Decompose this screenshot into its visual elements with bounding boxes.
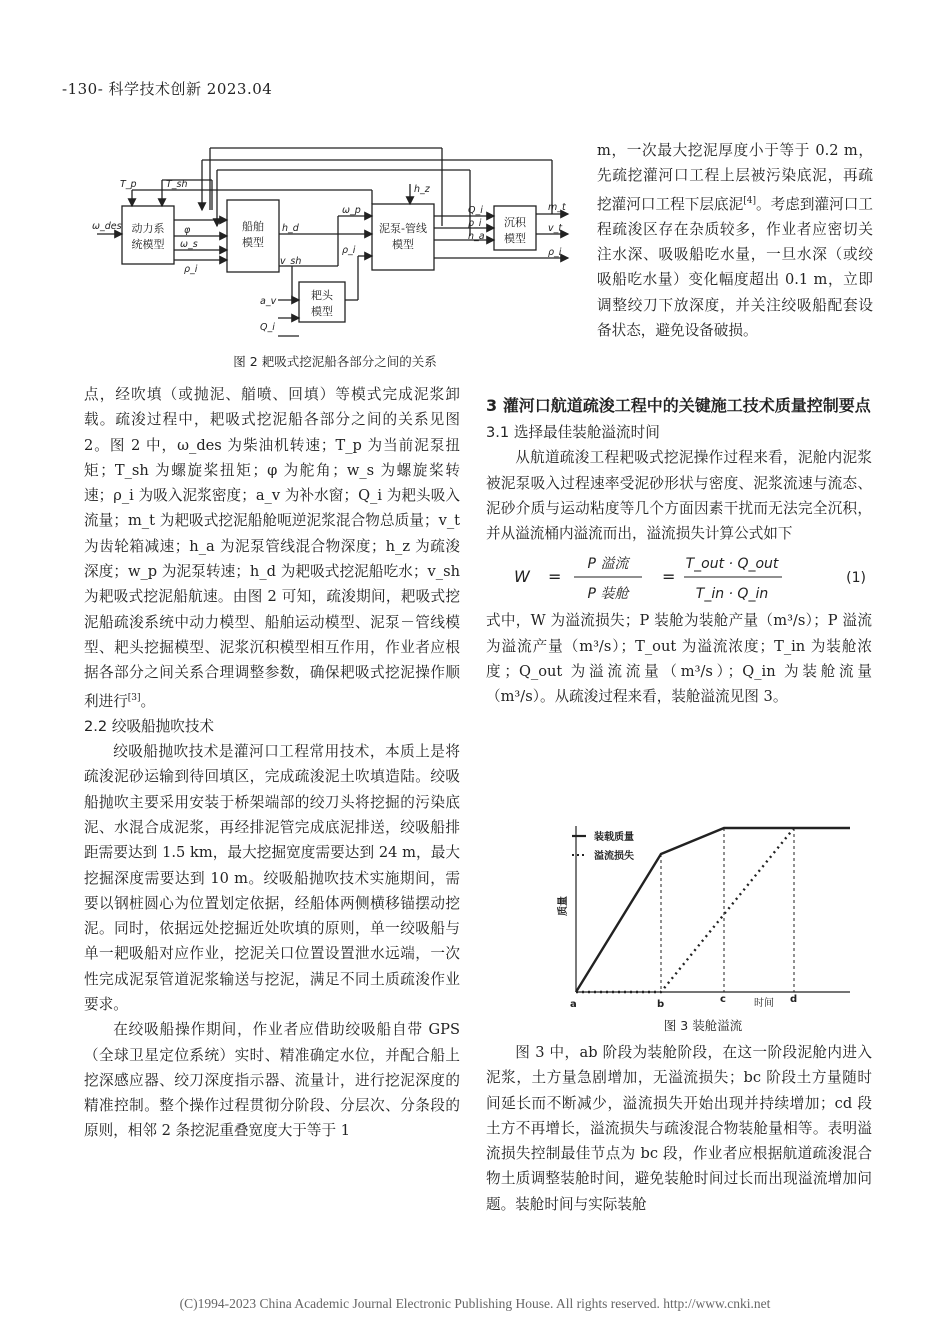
right-paragraph-2: 式中，W 为溢流损失；P 装舱为装舱产量（m³/s）；P 溢流为溢流产量（m³/s）；T_out 为溢流浓度；T_in 为装舱浓度；Q_out 为溢流流量（m³/s）；Q_in 为装舱流量（m³/s）。从疏浚过程来看，装舱溢流见图 3。 xyxy=(486,612,872,706)
formula-den2: T_in · Q_in xyxy=(695,586,769,603)
formula-eq1: = xyxy=(548,567,562,587)
sig-vt: v_t xyxy=(548,223,563,234)
point-a: a xyxy=(570,999,577,1010)
sig-pi-left: ρ_i xyxy=(184,264,198,275)
ship-label-1: 船舶 xyxy=(242,220,264,233)
sig-tsh: T_sh xyxy=(166,179,188,190)
formula-num2: T_out · Q_out xyxy=(685,556,779,573)
power-label-2: 统模型 xyxy=(131,238,165,251)
sig-pi-right: ρ_i xyxy=(468,218,482,229)
figure-2-caption: 图 2 耙吸式挖泥船各部分之间的关系 xyxy=(233,354,437,369)
right-column xyxy=(486,388,872,710)
legend-loss: 溢流损失 xyxy=(594,851,634,862)
section-3-1-heading: 3.1 选择最佳装舱溢流时间 xyxy=(486,424,660,441)
right-column-bottom xyxy=(486,1040,872,1217)
sig-ha: h_a xyxy=(468,231,485,242)
point-b: b xyxy=(657,999,665,1010)
figure-2-diagram xyxy=(92,140,572,348)
page-header: -130- 科学技术创新 2023.04 xyxy=(62,80,273,98)
section-3-heading: 3 灌河口航道疏浚工程中的关键施工技术质量控制要点 xyxy=(486,396,871,415)
settle-label-2: 模型 xyxy=(504,232,526,245)
pump-model-block xyxy=(372,204,434,270)
right-paragraph-3: 图 3 中，ab 阶段为装舱阶段，在这一阶段泥舱内进入泥浆，土方量急剧增加，无溢流损失；bc 阶段土方量随时间延长而不断减少，溢流损失开始出现并持续增加；cd 段土方不再增长，溢流损失与疏浚混合物装舱量相等。表明溢流损失控制最佳节点为 bc 段，作业者应根据航道疏浚混合物土质调整装舱时间，避免装舱时间过长而出现溢流增加问题。装舱时间与实际装舱 xyxy=(486,1044,872,1213)
power-label-1: 动力系 xyxy=(131,222,165,235)
sig-hz: h_z xyxy=(414,184,430,195)
left-column xyxy=(84,382,460,1144)
point-d: d xyxy=(790,994,798,1005)
formula-eq2: = xyxy=(662,567,676,587)
x-axis-label: 时间 xyxy=(754,998,774,1009)
left-paragraph-3: 在绞吸船操作期间，作业者应借助绞吸船自带 GPS（全球卫星定位系统）实时、精准确定水位，并配合船上挖深感应器、绞刀深度指示器、流量计，进行挖泥深度的精准控制。整个操作过程贯彻分阶段、分层次、分条段的原则，相邻 2 条挖泥重叠宽度大于等于 1 xyxy=(84,1021,460,1140)
sig-phi: φ xyxy=(184,225,191,236)
drag-label-2: 模型 xyxy=(311,305,333,318)
sig-pi-mid: ρ_i xyxy=(342,245,356,256)
sig-pt: ρ_i xyxy=(548,247,562,258)
sig-ws: ω_s xyxy=(180,239,198,250)
power-model-block xyxy=(122,206,174,264)
left-paragraph-1: 点，经吹填（或抛泥、艏喷、回填）等模式完成泥浆卸载。疏浚过程中，耙吸式挖泥船各部分之间的关系见图 2。图 2 中，ω_des 为柴油机转速；T_p 为当前泥泵扭矩；T_sh 为螺旋桨扭矩；φ 为舵角；w_s 为螺旋桨转速；ρ_i 为吸入泥浆密度；a_v 为补水窗；Q_i 为耙头吸入流量；m_t 为耙吸式挖泥船舱呃逆泥浆混合物总质量；v_t 为齿轮箱减速；h_a 为泥泵管线混合物深度；h_z 为疏浚深度；w_p 为泥泵转速；h_d 为耙吸式挖泥船吃水；v_sh 为耙吸式挖泥船航速。由图 2 可知，疏浚期间，耙吸式挖泥船疏浚系统中动力模型、船舶运动模型、泥泵－管线模型、耙头挖掘模型、泥浆沉积模型相互作用，作业者应根据各部分之间关系合理调整参数，确保耙吸式挖泥操作顺利进行[3]。 xyxy=(84,386,460,710)
copyright-footer: (C)1994-2023 China Academic Journal Electronic Publishing House. All rights reserved. http://www.cnki.net xyxy=(179,1296,771,1311)
right-paragraph-0: m，一次最大挖泥厚度小于等于 0.2 m，先疏挖灌河口工程上层被污染底泥，再疏挖灌河口工程下层底泥[4]。考虑到灌河口工程疏浚区存在杂质较多，作业者应密切关注水深、吸吸船吃水量，一旦水深（或绞吸船吃水量）变化幅度超出 0.1 m，立即调整绞刀下放深度，并关注绞吸船配套设备状态，避免设备破损。 xyxy=(597,142,873,339)
settle-label-1: 沉积 xyxy=(504,216,526,229)
sig-mt: m_t xyxy=(548,202,566,213)
right-paragraph-1: 从航道疏浚工程耙吸式挖泥操作过程来看，泥舱内泥浆被泥泵吸入过程速率受泥砂形状与密度、泥浆流速与流态、泥砂介质与运动粘度等几个方面因素干扰而无法完全沉积，并从溢流桶内溢流而出，溢流损失计算公式如下 xyxy=(486,449,872,543)
formula-den1: P 装舱 xyxy=(587,586,629,603)
formula-num1: P 溢流 xyxy=(587,556,629,573)
overflow-loss-formula xyxy=(486,546,872,608)
sig-vsh: v_sh xyxy=(280,256,302,267)
point-c: c xyxy=(720,994,726,1005)
legend-load: 装载质量 xyxy=(594,832,634,843)
sig-tp: T_p xyxy=(120,179,137,190)
section-2-2-heading: 2.2 绞吸船抛吹技术 xyxy=(84,717,215,735)
y-axis-label: 质量 xyxy=(558,896,569,916)
sig-wp: ω_p xyxy=(342,205,361,216)
figure-3-caption: 图 3 装舱溢流 xyxy=(663,1018,743,1033)
formula-w: W xyxy=(514,567,530,587)
right-column-top xyxy=(597,138,873,343)
sig-hd: h_d xyxy=(282,223,299,234)
ship-label-2: 模型 xyxy=(242,236,264,249)
formula-number: (1) xyxy=(846,570,866,587)
drag-label-1: 耙头 xyxy=(311,289,333,302)
sig-av: a_v xyxy=(260,296,277,307)
figure-3-chart xyxy=(556,826,850,1012)
pump-label-2: 模型 xyxy=(392,238,414,251)
sig-qi: Q_i xyxy=(468,205,483,216)
pump-label-1: 泥泵-管线 xyxy=(379,222,427,235)
sig-qi2: Q_i xyxy=(260,322,275,333)
sig-wdes: ω_des xyxy=(92,221,122,232)
left-paragraph-2: 绞吸船抛吹技术是灌河口工程常用技术，本质上是将疏浚泥砂运输到待回填区，完成疏浚泥土吹填造陆。绞吸船抛吹主要采用安装于桥架端部的绞刀头将挖掘的污染底泥、水混合成泥浆，再经排泥管完成底泥排送，绞吸船排距需要达到 1.5 km，最大挖掘宽度需要达到 24 m，最大挖掘深度需要达到 10 m。绞吸船抛吹技术实施期间，需要以钢桩圆心为位置划定依据，经船体两侧横移锚摆动挖泥。同时，依据远处挖掘近处吹填的原则，单一绞吸船与单一耙吸船对应作业，挖泥关口位置设置泄水远端，一次性完成泥泵管道泥浆输送与挖泥，满足不同土质疏浚作业要求。 xyxy=(84,743,460,1013)
